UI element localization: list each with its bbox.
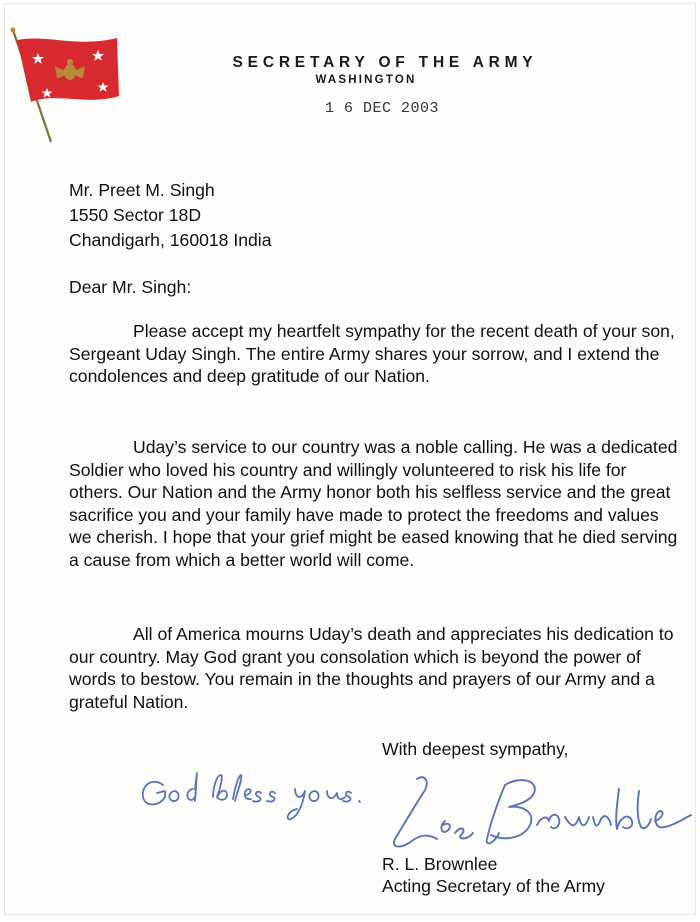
date-stamp: 1 6 DEC 2003 [325,100,440,117]
body-paragraph-1 [69,320,684,388]
recipient-name: Mr. Preet M. Singh [69,180,215,200]
handwritten-note [135,767,385,837]
letterhead [185,54,585,86]
letterhead-city: WASHINGTON [315,74,417,86]
handwritten-signature [387,769,697,854]
body-paragraph-text: Uday’s service to our country was a noble calling. He was a dedicated Soldier who loved his country and willingly volunteered to risk his life for others. Our Nation and the Army honor both his selfless service and the great sacrifice you and your family have made to protect the freedoms and values we cherish. I hope that your grief might be eased knowing that he died serving a cause from which a better world will come. [69,437,678,570]
recipient-address [69,179,469,254]
body-paragraph-2 [69,436,684,571]
signer-name: R. L. Brownlee [382,854,498,874]
army-secretary-flag-icon [7,26,127,146]
body-paragraph-text: All of America mourns Uday’s death and appreciates his dedication to our country. May God grant you consolation which is beyond the power of words to bestow. You remain in the thoughts and prayers of our Army and a grateful Nation. [69,624,674,712]
recipient-street: 1550 Sector 18D [69,205,202,225]
body-paragraph-text: Please accept my heartfelt sympathy for the recent death of your son, Sergeant Uday Singh. The entire Army shares your sorrow, and I extend the condolences and deep gratitude of our Nation. [69,321,675,386]
letterhead-title: SECRETARY OF THE ARMY [232,54,538,71]
body-paragraph-3 [69,623,684,713]
recipient-city: Chandigarh, 160018 India [69,230,272,250]
closing: With deepest sympathy, [382,739,569,759]
signer-title: Acting Secretary of the Army [382,876,605,896]
letter-page [4,3,696,915]
salutation: Dear Mr. Singh: [69,277,192,297]
